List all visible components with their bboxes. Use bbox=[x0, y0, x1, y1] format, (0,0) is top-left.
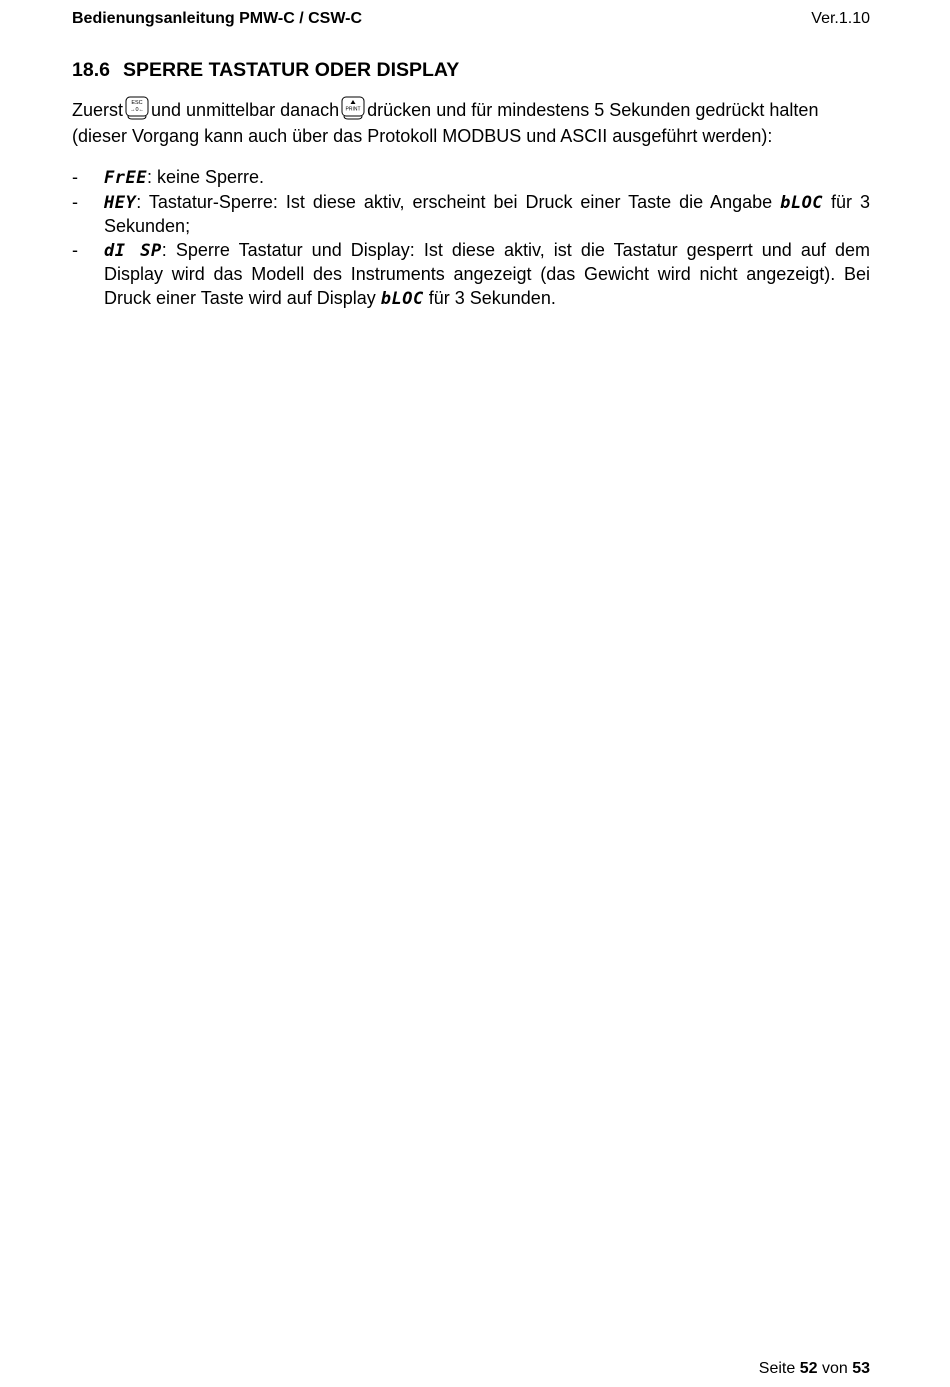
list-dash: - bbox=[72, 239, 78, 260]
esc-key-top-label: ESC bbox=[131, 100, 143, 106]
intro-paragraph bbox=[72, 96, 870, 147]
footer-middle: von bbox=[821, 1360, 848, 1377]
intro-text-2: und unmittelbar danach bbox=[151, 100, 340, 120]
display-code-disp: dI SP bbox=[104, 240, 162, 261]
display-code-bloc: bLOC bbox=[780, 192, 824, 213]
option-text-end: für 3 Sekunden; bbox=[104, 191, 870, 236]
option-text: : Sperre Tastatur und Display: Ist diese aktiv, ist die Tastatur gesperrt und auf dem Display wird das Modell des Instruments angezeigt (das Gewicht wird nicht angezeigt). Bei Druck einer Taste wird auf Display bbox=[104, 239, 870, 308]
display-code-free: FrEE bbox=[104, 168, 147, 188]
esc-key-bottom-label: →0← bbox=[129, 107, 145, 113]
section-heading bbox=[72, 58, 459, 82]
list-item-free bbox=[72, 166, 870, 191]
current-page-number: 52 bbox=[799, 1360, 818, 1377]
intro-text-1: Zuerst bbox=[72, 100, 124, 120]
list-dash: - bbox=[72, 191, 78, 212]
esc-zero-key-icon bbox=[125, 96, 149, 125]
document-header-title: Bedienungsanleitung PMW-C / CSW-C bbox=[72, 10, 363, 27]
page-footer bbox=[759, 1359, 870, 1379]
print-key-icon bbox=[341, 96, 365, 125]
option-text: : keine Sperre. bbox=[146, 167, 265, 187]
section-number: 18.6 bbox=[72, 59, 110, 81]
section-title: SPERRE TASTATUR ODER DISPLAY bbox=[123, 59, 460, 81]
lock-options-list bbox=[72, 166, 870, 311]
footer-prefix: Seite bbox=[758, 1360, 796, 1377]
option-text-end: für 3 Sekunden. bbox=[423, 287, 556, 308]
list-item-key bbox=[72, 191, 870, 239]
total-page-count: 53 bbox=[852, 1360, 870, 1377]
print-key-label: PRINT bbox=[345, 106, 361, 113]
display-code-bloc: bLOC bbox=[380, 288, 424, 309]
list-dash: - bbox=[72, 167, 78, 187]
display-code-key: HEY bbox=[104, 192, 137, 213]
document-version: Ver.1.10 bbox=[811, 10, 870, 27]
list-item-disp bbox=[72, 239, 870, 312]
option-text: : Tastatur-Sperre: Ist diese aktiv, erscheint bei Druck einer Taste die Angabe bbox=[136, 191, 781, 212]
intro-text-3: drücken und für mindestens 5 Sekunden gedrückt halten (dieser Vorgang kann auch über das Protokoll MODBUS und ASCII ausgeführt werden): bbox=[72, 100, 819, 146]
